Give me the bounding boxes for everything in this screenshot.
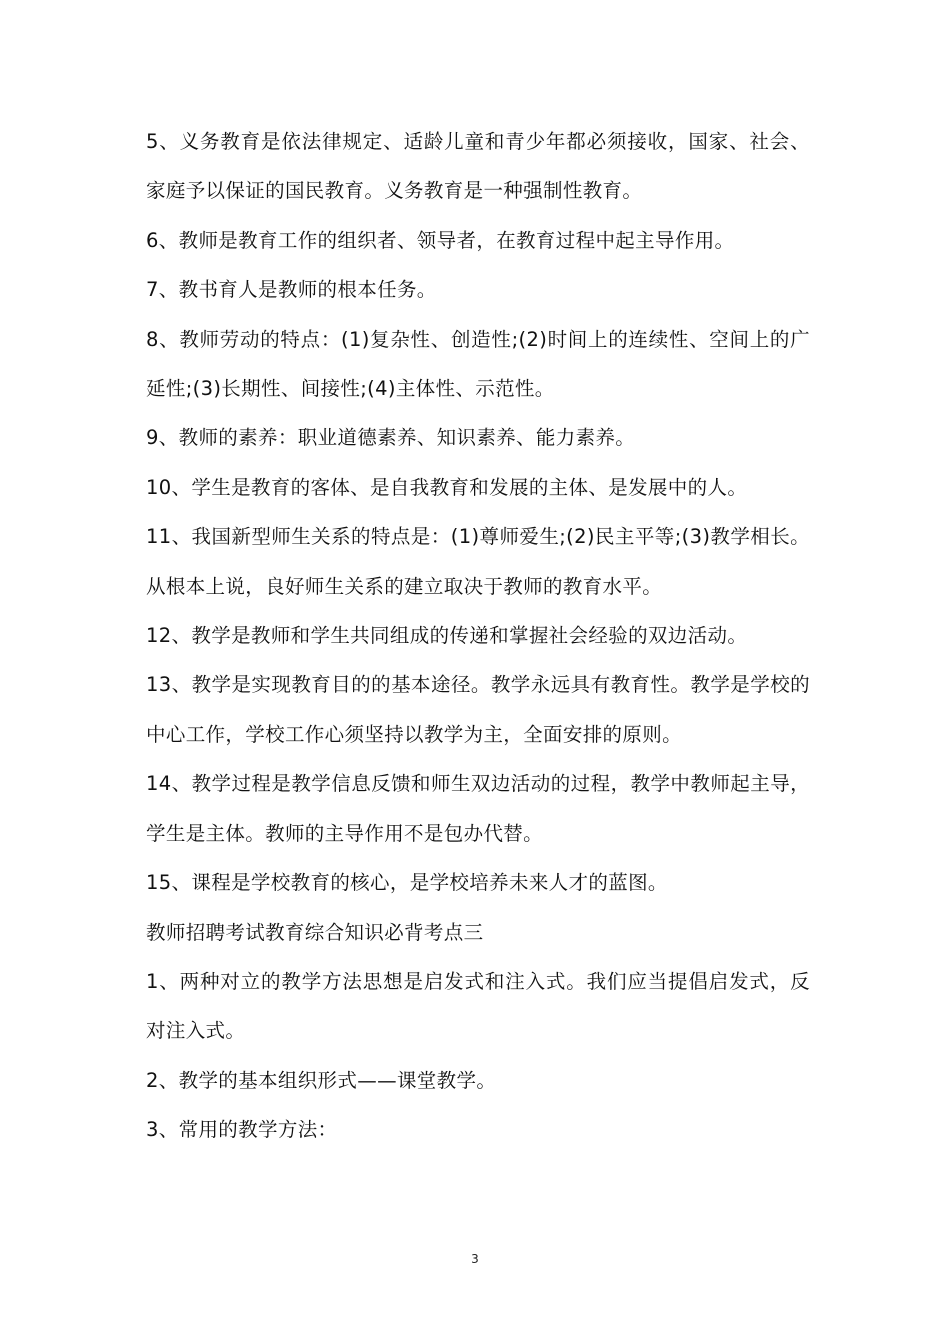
paragraph-item-12: 12、教学是教师和学生共同组成的传递和掌握社会经验的双边活动。 [146,624,748,648]
paragraph-item-3: 3、常用的教学方法： [146,1118,338,1142]
paragraph-item-10: 10、学生是教育的客体、是自我教育和发展的主体、是发展中的人。 [146,475,748,499]
paragraph-item-11: 11、我国新型师生关系的特点是：(1)尊师爱生;(2)民主平等;(3)教学相长。从根本上说，良好师生关系的建立取决于教师的教育水平。 [146,525,810,598]
paragraph-item-13: 13、教学是实现教育目的的基本途径。教学永远具有教育性。教学是学校的中心工作，学校工作心须坚持以教学为主，全面安排的原则。 [146,673,810,746]
paragraph-item-6: 6、教师是教育工作的组织者、领导者，在教育过程中起主导作用。 [146,228,735,252]
document-body [146,117,810,1155]
paragraph-item-7: 7、教书育人是教师的根本任务。 [146,278,437,302]
section-heading: 教师招聘考试教育综合知识必背考点三 [146,920,484,944]
paragraph-item-14: 14、教学过程是教学信息反馈和师生双边活动的过程，教学中教师起主导，学生是主体。教师的主导作用不是包办代替。 [146,772,810,845]
paragraph-item-2: 2、教学的基本组织形式——课堂教学。 [146,1068,497,1092]
paragraph-item-15: 15、课程是学校教育的核心，是学校培养未来人才的蓝图。 [146,871,668,895]
paragraph-item-8: 8、教师劳动的特点：(1)复杂性、创造性;(2)时间上的连续性、空间上的广延性;(3)长期性、间接性;(4)主体性、示范性。 [146,327,810,401]
paragraph-item-5: 5、义务教育是依法律规定、适龄儿童和青少年都必须接收，国家、社会、家庭予以保证的国民教育。义务教育是一种强制性教育。 [146,130,810,203]
paragraph-item-9: 9、教师的素养：职业道德素养、知识素养、能力素养。 [146,426,636,450]
page-number: 3 [471,1252,479,1266]
paragraph-item-1: 1、两种对立的教学方法思想是启发式和注入式。我们应当提倡启发式，反对注入式。 [146,969,810,1043]
